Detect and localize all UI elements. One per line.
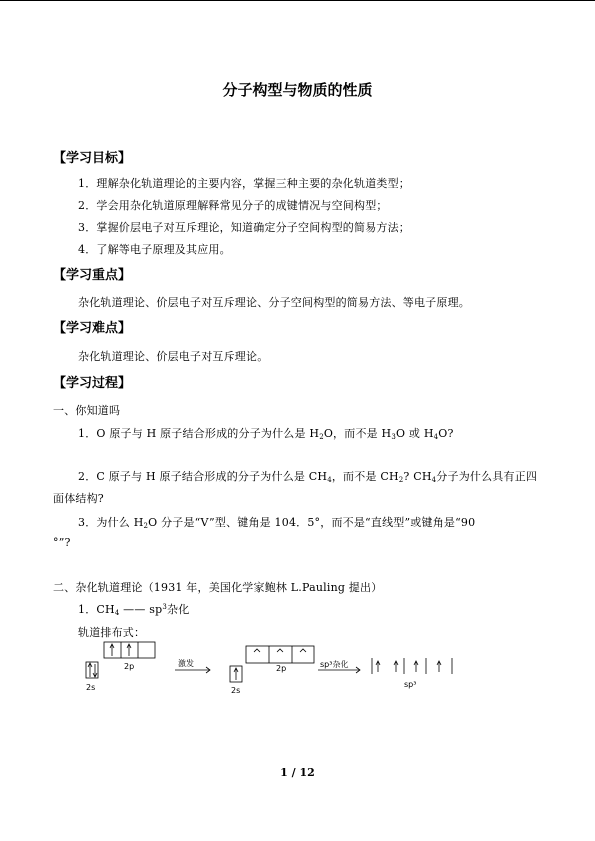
top-rule <box>0 0 595 1</box>
objective-item-2: 2．学会用杂化轨道原理解释常见分子的成键情况与空间构型； <box>78 199 388 212</box>
key-points-heading: 【学习重点】 <box>53 268 132 283</box>
excite-label: 激发 <box>178 659 194 668</box>
objective-item-1: 1．理解杂化轨道理论的主要内容，掌握三种主要的杂化轨道类型； <box>78 177 410 190</box>
difficulties-text: 杂化轨道理论、价层电子对互斥理论。 <box>78 350 269 363</box>
excited-2p-label: 2p <box>276 664 287 673</box>
excited-2p-boxes <box>246 646 314 663</box>
objective-item-4: 4．了解等电子原理及其应用。 <box>78 243 231 256</box>
page-title: 分子构型与物质的性质 <box>222 81 373 99</box>
excited-2s-label: 2s <box>231 686 241 695</box>
section2-title: 二、杂化轨道理论（1931 年，美国化学家鲍林 L.Pauling 提出） <box>53 581 383 594</box>
section1-title: 一、你知道吗 <box>53 404 121 417</box>
ch4-sp3-item: 1．$CH_4$ —— $sp^3$杂化 <box>78 603 190 617</box>
orbital-diagram-label: 轨道排布式： <box>78 626 146 639</box>
objective-item-3: 3．掌握价层电子对互斥理论，知道确定分子空间构型的简易方法； <box>78 221 410 234</box>
ground-2s-label: 2s <box>86 683 96 692</box>
ground-2p-boxes <box>104 642 155 658</box>
question-1: 1．O 原子与 H 原子结合形成的分子为什么是 $H_2O$，而不是 $H_3O$ 或 $H_4O$? <box>78 427 454 441</box>
sp3-orbitals <box>372 658 452 674</box>
question-3-line2: °”? <box>53 536 71 549</box>
question-3: 3．为什么 $H_2O$ 分子是“V”型、键角是 104．5°，而不是“直线型”或键角是“90 <box>78 516 476 530</box>
sp3-label: sp³ <box>404 680 417 689</box>
key-points-text: 杂化轨道理论、价层电子对互斥理论、分子空间构型的简易方法、等电子原理。 <box>78 296 470 309</box>
ground-2s-box <box>86 662 98 678</box>
page-number: 1 / 12 <box>280 766 315 779</box>
process-heading: 【学习过程】 <box>53 376 132 391</box>
orbital-diagram <box>70 640 470 700</box>
excited-2s-box <box>230 666 242 682</box>
question-2-line2: 面体结构? <box>53 492 104 505</box>
objectives-heading: 【学习目标】 <box>53 151 132 166</box>
ground-2p-label: 2p <box>124 662 135 671</box>
question-2: 2．C 原子与 H 原子结合形成的分子为什么是 $CH_4$，而不是 $CH_2$? $CH_4$分子为什么具有正四 <box>78 470 538 484</box>
hybrid-label: sp³杂化 <box>320 660 349 669</box>
difficulties-heading: 【学习难点】 <box>53 321 132 336</box>
